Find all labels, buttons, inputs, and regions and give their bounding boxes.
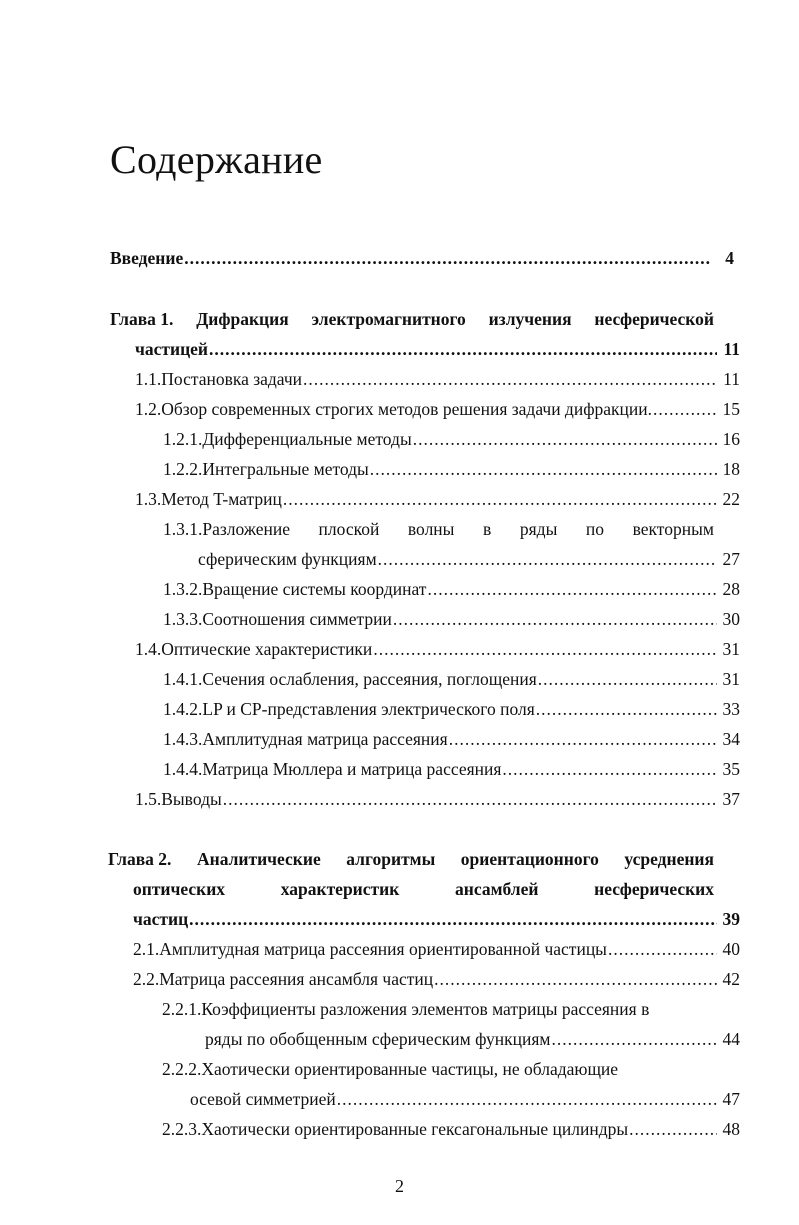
leader-dots	[189, 906, 717, 932]
leader-dots	[223, 786, 717, 812]
toc-page: 16	[722, 429, 740, 449]
toc-page: 48	[722, 1119, 740, 1139]
toc-page: 11	[723, 369, 740, 389]
toc-label: 1.4.1.Сечения ослабления, рассеяния, поглощения	[163, 669, 537, 689]
toc-label: 2.1.Амплитудная матрица рассеяния ориентированной частицы	[133, 939, 607, 959]
split-word: 1.3.1.Разложение	[163, 519, 290, 539]
chapter-word: алгоритмы	[346, 849, 436, 869]
toc-entry[interactable]	[163, 606, 740, 632]
toc-chapter-2[interactable]	[133, 906, 740, 932]
leader-dots	[502, 756, 717, 782]
split-word: волны	[407, 519, 455, 539]
toc-chapter-2-heading[interactable]	[108, 846, 714, 872]
leader-dots	[427, 576, 717, 602]
toc-entry[interactable]	[135, 636, 740, 662]
toc-page: 37	[722, 789, 740, 809]
toc-label: 2.2.1.Коэффициенты разложения элементов матрицы рассеяния в	[162, 999, 650, 1019]
toc-entry-intro[interactable]	[110, 245, 734, 271]
page-number: 2	[395, 1176, 404, 1196]
toc-label: 1.4.2.LP и CP-представления электрического поля	[163, 699, 535, 719]
toc-entry[interactable]	[163, 456, 740, 482]
toc-page: 31	[722, 639, 740, 659]
toc-label: 1.3.Метод T-матриц	[135, 489, 282, 509]
toc-label: Введение	[110, 248, 184, 268]
toc-entry[interactable]	[163, 666, 740, 692]
toc-page: 28	[722, 579, 740, 599]
toc-label: частицей	[135, 339, 208, 359]
toc-page: 11	[723, 339, 740, 359]
toc-entry[interactable]	[163, 726, 740, 752]
toc-label: сферическим функциям	[198, 549, 377, 569]
toc-entry[interactable]	[163, 756, 740, 782]
toc-entry[interactable]	[135, 486, 740, 512]
chapter-word: Дифракция	[196, 309, 289, 329]
toc-chapter-1[interactable]	[135, 336, 740, 362]
toc-label: 1.3.2.Вращение системы координат	[163, 579, 427, 599]
toc-label: частиц	[133, 909, 189, 929]
leader-dots	[393, 606, 717, 632]
leader-dots	[653, 396, 717, 422]
leader-dots	[373, 636, 717, 662]
leader-dots	[536, 696, 717, 722]
toc-entry[interactable]	[198, 546, 740, 572]
toc-label: 2.2.2.Хаотически ориентированные частицы, не обладающие	[162, 1059, 619, 1079]
toc-entry-split-heading[interactable]	[163, 516, 714, 542]
split-word: по	[585, 519, 605, 539]
leader-dots	[608, 936, 717, 962]
leader-dots	[184, 245, 711, 271]
toc-entry[interactable]	[190, 1086, 740, 1112]
toc-entry[interactable]	[163, 426, 740, 452]
toc-page: 42	[722, 969, 740, 989]
toc-chapter-1-heading[interactable]	[110, 306, 714, 332]
toc-label: 1.1.Постановка задачи	[135, 369, 303, 389]
leader-dots	[283, 486, 717, 512]
leader-dots	[551, 1026, 717, 1052]
split-word: ряды	[519, 519, 558, 539]
leader-dots	[629, 1116, 717, 1142]
leader-dots	[538, 666, 717, 692]
toc-label: 2.2.Матрица рассеяния ансамбля частиц	[133, 969, 434, 989]
toc-page: 31	[722, 669, 740, 689]
toc-page: 34	[722, 729, 740, 749]
chapter-word: характеристик	[280, 879, 400, 899]
toc-label: ряды по обобщенным сферическим функциям	[205, 1029, 551, 1049]
leader-dots	[434, 966, 717, 992]
toc-label: 1.3.3.Соотношения симметрии	[163, 609, 392, 629]
split-word: в	[483, 519, 492, 539]
chapter-word: ориентационного	[460, 849, 599, 869]
toc-label: 1.4.3.Амплитудная матрица рассеяния	[163, 729, 448, 749]
toc-page: 44	[722, 1029, 740, 1049]
toc-entry[interactable]	[162, 1116, 740, 1142]
toc-page: 39	[722, 909, 740, 929]
leader-dots	[378, 546, 717, 572]
toc-label: 1.5.Выводы	[135, 789, 222, 809]
chapter-word: несферической	[594, 309, 714, 329]
chapter-word: излучения	[488, 309, 572, 329]
toc-page: 33	[722, 699, 740, 719]
toc-label: 1.2.Обзор современных строгих методов решения задачи дифракции.	[135, 399, 653, 419]
split-word: плоской	[318, 519, 380, 539]
toc-page: 35	[722, 759, 740, 779]
toc-chapter-2-heading-cont[interactable]	[133, 876, 714, 902]
page-title: Содержание	[110, 137, 323, 182]
toc-label: 1.2.2.Интегральные методы	[163, 459, 369, 479]
chapter-word: усреднения	[624, 849, 714, 869]
toc-entry[interactable]	[163, 576, 740, 602]
toc-page: 27	[722, 549, 740, 569]
toc-entry-split-heading[interactable]	[162, 1056, 714, 1082]
chapter-word: несферических	[594, 879, 714, 899]
chapter-word: оптических	[133, 879, 226, 899]
toc-page: 15	[722, 399, 740, 419]
toc-label: 1.4.4.Матрица Мюллера и матрица рассеяния	[163, 759, 502, 779]
leader-dots	[303, 366, 717, 392]
toc-entry[interactable]	[135, 396, 740, 422]
toc-entry[interactable]	[133, 966, 740, 992]
chapter-word: ансамблей	[455, 879, 539, 899]
leader-dots	[449, 726, 717, 752]
toc-label: 1.2.1.Дифференциальные методы	[163, 429, 412, 449]
toc-entry[interactable]	[135, 366, 740, 392]
leader-dots	[370, 456, 717, 482]
toc-label: осевой симметрией	[190, 1089, 336, 1109]
toc-page: 30	[722, 609, 740, 629]
toc-entry[interactable]	[135, 786, 740, 812]
chapter-word: Глава 2.	[108, 849, 172, 869]
chapter-word: электромагнитного	[311, 309, 466, 329]
leader-dots	[209, 336, 717, 362]
split-word: векторным	[632, 519, 714, 539]
toc-page: 4	[725, 248, 734, 268]
toc-page: 47	[722, 1089, 740, 1109]
toc-entry[interactable]	[163, 696, 740, 722]
toc-entry-split-heading[interactable]	[162, 996, 714, 1022]
chapter-word: Глава 1.	[110, 309, 174, 329]
toc-entry[interactable]	[133, 936, 740, 962]
leader-dots	[337, 1086, 717, 1112]
toc-page: 22	[722, 489, 740, 509]
toc-page: 40	[722, 939, 740, 959]
leader-dots	[413, 426, 717, 452]
toc-entry[interactable]	[205, 1026, 740, 1052]
chapter-word: Аналитические	[196, 849, 321, 869]
toc-label: 2.2.3.Хаотически ориентированные гексагональные цилиндры	[162, 1119, 629, 1139]
toc-label: 1.4.Оптические характеристики	[135, 639, 373, 659]
toc-page: 18	[722, 459, 740, 479]
